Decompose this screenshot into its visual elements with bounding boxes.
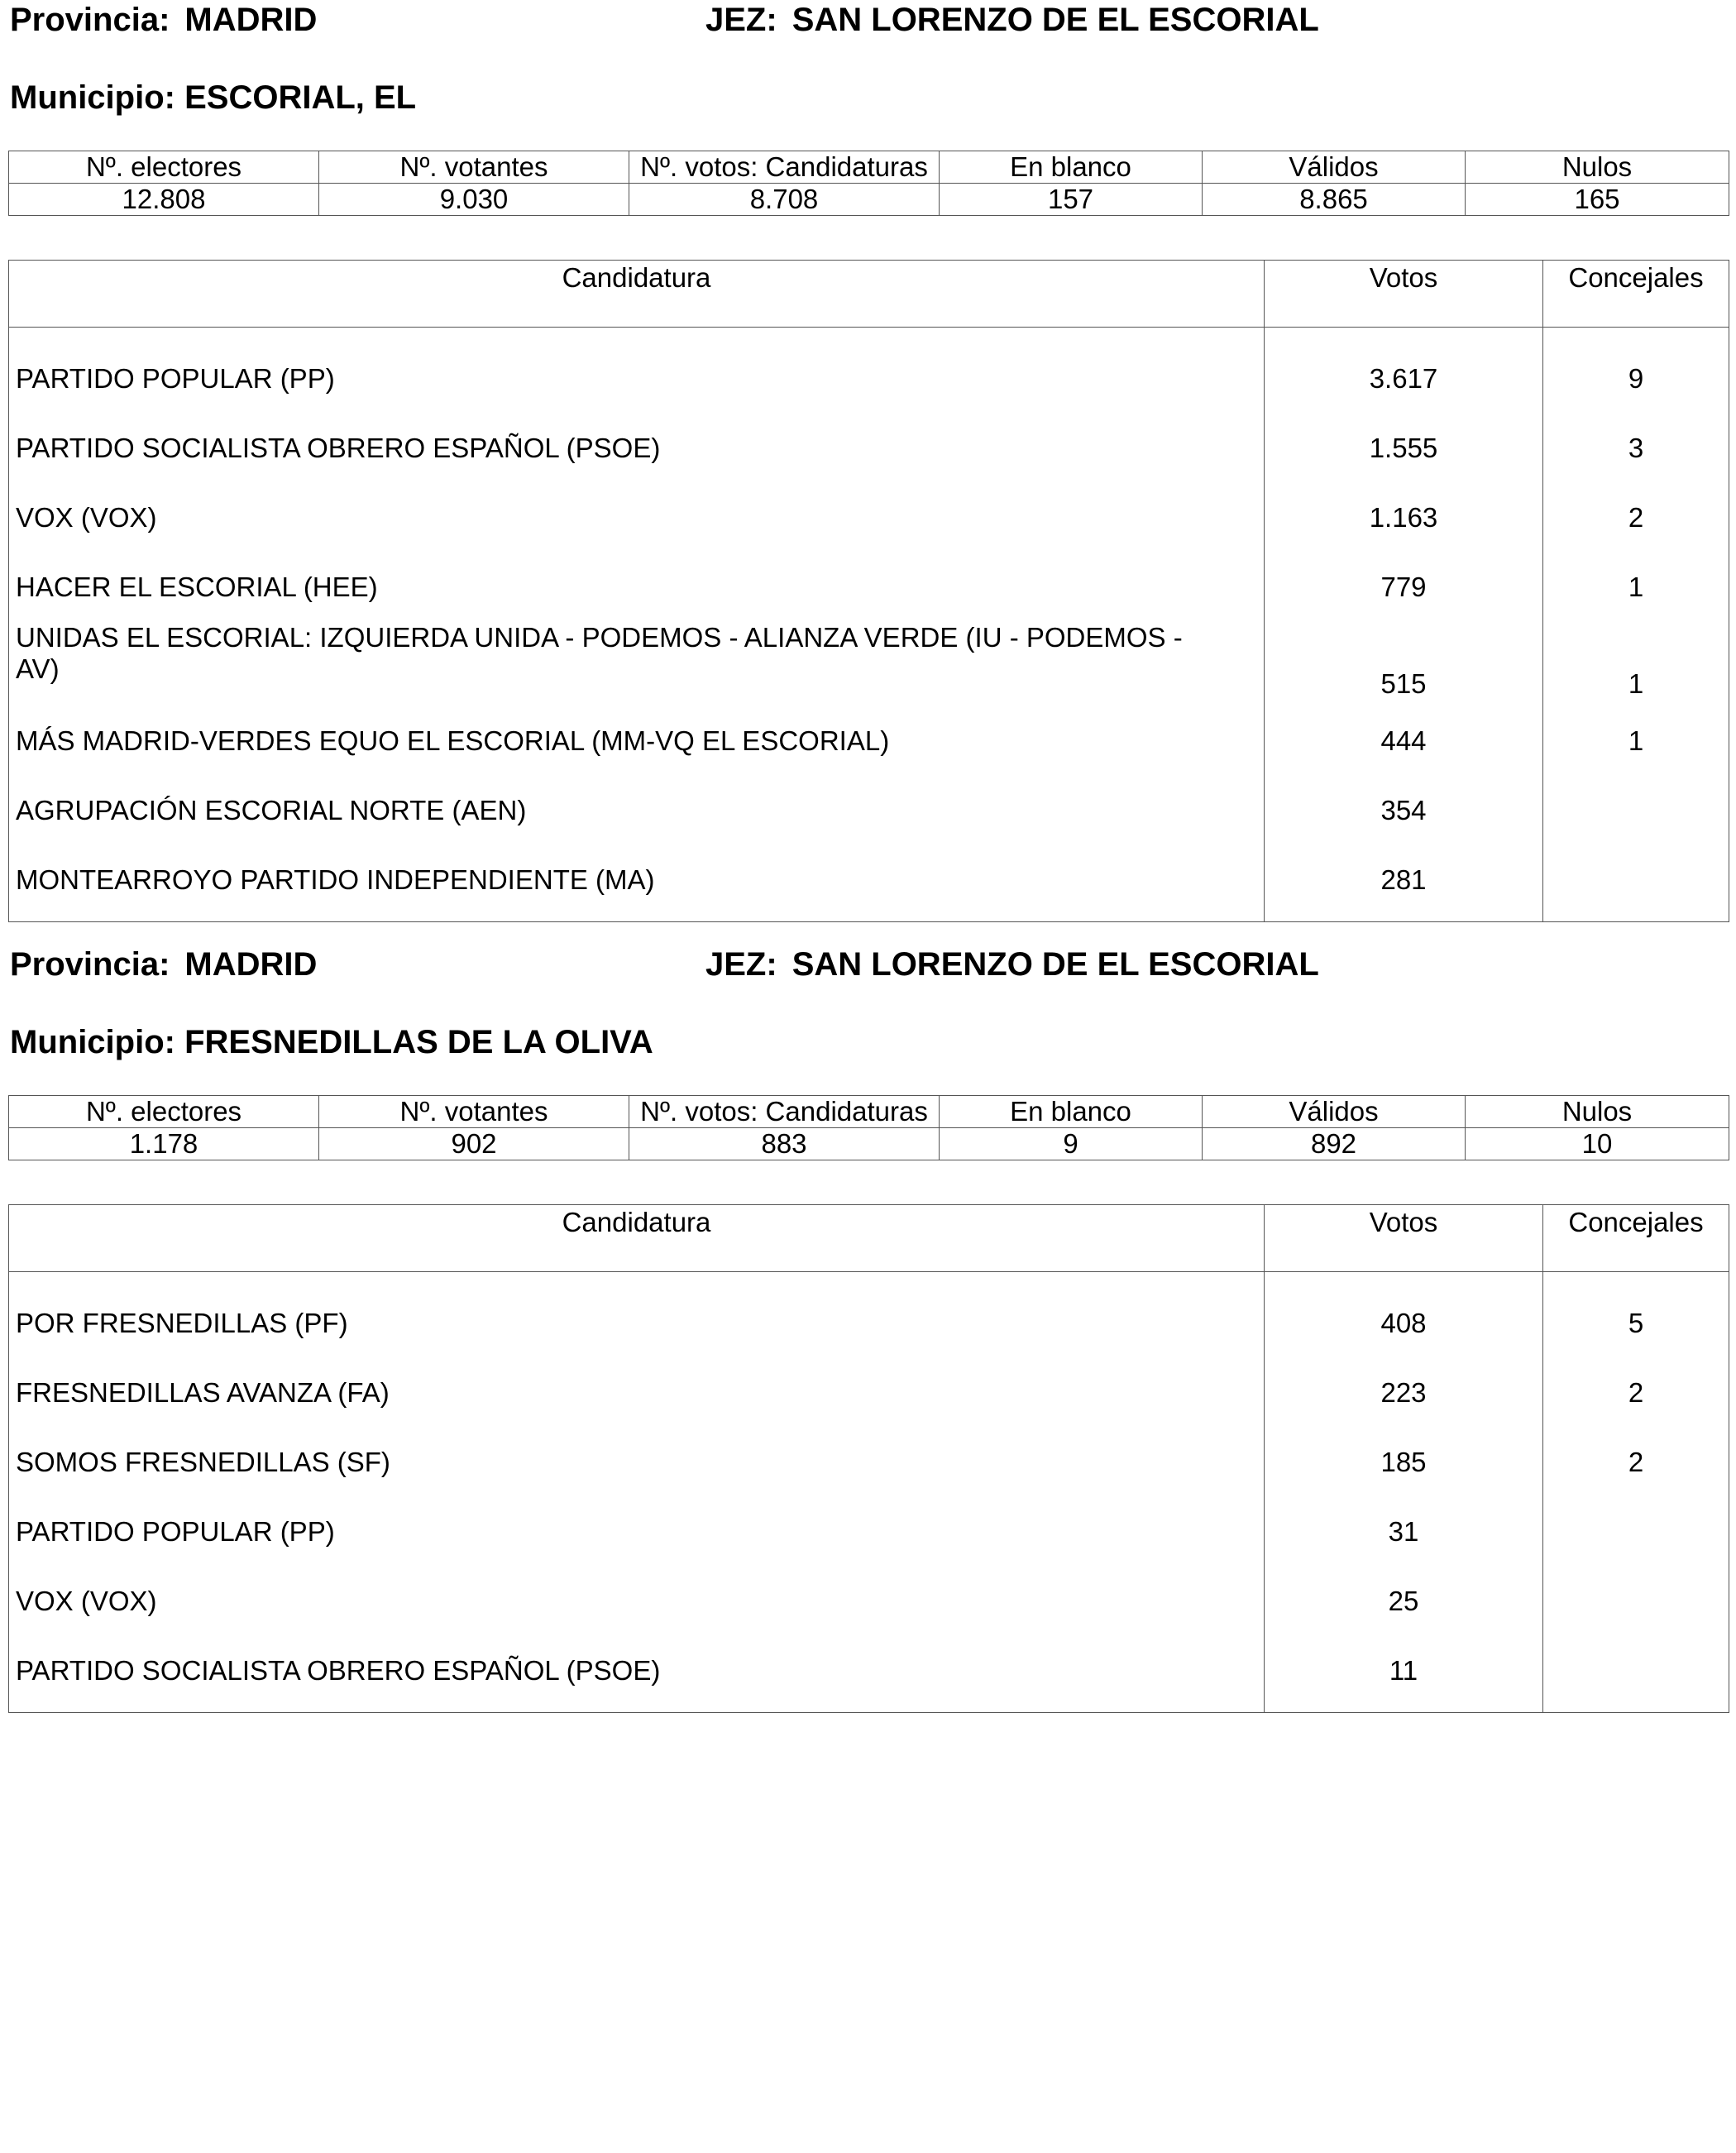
provincia-heading: Provincia: MADRID (10, 946, 318, 983)
candidatura-votos: 11 (1265, 1636, 1543, 1713)
candidatura-concejales: 9 (1543, 328, 1729, 414)
stats-value: 8.708 (629, 184, 940, 216)
jez-heading: JEZ: SAN LORENZO DE EL ESCORIAL (705, 946, 1319, 983)
candidaturas-header-row (9, 1205, 1729, 1272)
candidatura-concejales (1543, 845, 1729, 922)
stats-table (8, 1095, 1729, 1160)
stats-table (8, 151, 1729, 216)
table-row (9, 414, 1729, 483)
stats-header: Nulos (1466, 151, 1729, 184)
stats-header: Nº. votos: Candidaturas (629, 151, 940, 184)
stats-header: Nulos (1466, 1096, 1729, 1128)
table-row (9, 1636, 1729, 1713)
candidatura-votos: 444 (1265, 706, 1543, 776)
jez-heading: JEZ: SAN LORENZO DE EL ESCORIAL (705, 2, 1319, 38)
candidatura-concejales: 1 (1543, 706, 1729, 776)
candidatura-name: PARTIDO SOCIALISTA OBRERO ESPAÑOL (PSOE) (9, 1636, 1265, 1713)
candidatura-votos: 31 (1265, 1497, 1543, 1567)
candidatura-concejales (1543, 1497, 1729, 1567)
table-row (9, 328, 1729, 414)
candidatura-name: VOX (VOX) (9, 1567, 1265, 1636)
stats-value: 157 (940, 184, 1203, 216)
jez-value: SAN LORENZO DE EL ESCORIAL (791, 2, 1319, 38)
table-row (9, 1428, 1729, 1497)
candidatura-name: POR FRESNEDILLAS (PF) (9, 1272, 1265, 1359)
table-row (9, 622, 1729, 706)
stats-header-row (9, 151, 1729, 184)
table-row (9, 845, 1729, 922)
candidaturas-header-row (9, 261, 1729, 328)
table-row (9, 1567, 1729, 1636)
col-header-concejales: Concejales (1543, 261, 1729, 328)
candidatura-concejales (1543, 776, 1729, 845)
stats-value: 1.178 (9, 1128, 319, 1160)
candidatura-name: SOMOS FRESNEDILLAS (SF) (9, 1428, 1265, 1497)
candidatura-concejales: 2 (1543, 1428, 1729, 1497)
candidatura-votos: 515 (1265, 622, 1543, 706)
stats-header: En blanco (940, 151, 1203, 184)
col-header-candidatura: Candidatura (9, 1205, 1265, 1272)
candidatura-name: MÁS MADRID-VERDES EQUO EL ESCORIAL (MM-VQ EL ESCORIAL) (9, 706, 1265, 776)
candidatura-votos: 1.163 (1265, 483, 1543, 553)
candidatura-concejales (1543, 1636, 1729, 1713)
stats-value: 883 (629, 1128, 940, 1160)
candidatura-name: VOX (VOX) (9, 483, 1265, 553)
stats-header: En blanco (940, 1096, 1203, 1128)
stats-header: Nº. votos: Candidaturas (629, 1096, 940, 1128)
municipio-heading: Municipio: ESCORIAL, EL (10, 79, 417, 116)
provincia-value: MADRID (184, 2, 318, 38)
stats-value-row (9, 1128, 1729, 1160)
candidatura-votos: 1.555 (1265, 414, 1543, 483)
stats-value: 9.030 (319, 184, 629, 216)
stats-value: 8.865 (1203, 184, 1466, 216)
candidatura-name: MONTEARROYO PARTIDO INDEPENDIENTE (MA) (9, 845, 1265, 922)
table-row (9, 1272, 1729, 1359)
candidatura-votos: 779 (1265, 553, 1543, 622)
col-header-candidatura: Candidatura (9, 261, 1265, 328)
table-row (9, 706, 1729, 776)
stats-value: 892 (1203, 1128, 1466, 1160)
candidatura-concejales: 2 (1543, 483, 1729, 553)
municipio-value: FRESNEDILLAS DE LA OLIVA (184, 1024, 653, 1060)
col-header-votos: Votos (1265, 1205, 1543, 1272)
candidatura-name: HACER EL ESCORIAL (HEE) (9, 553, 1265, 622)
stats-header: Nº. electores (9, 1096, 319, 1128)
stats-header: Válidos (1203, 1096, 1466, 1128)
candidatura-name: FRESNEDILLAS AVANZA (FA) (9, 1358, 1265, 1428)
stats-value: 9 (940, 1128, 1203, 1160)
candidatura-concejales: 2 (1543, 1358, 1729, 1428)
candidatura-name: PARTIDO POPULAR (PP) (9, 328, 1265, 414)
provincia-value: MADRID (184, 946, 318, 983)
candidatura-name: PARTIDO SOCIALISTA OBRERO ESPAÑOL (PSOE) (9, 414, 1265, 483)
stats-header-row (9, 1096, 1729, 1128)
candidatura-votos: 281 (1265, 845, 1543, 922)
candidatura-concejales: 1 (1543, 622, 1729, 706)
candidaturas-table (8, 1204, 1729, 1713)
table-row (9, 483, 1729, 553)
stats-value: 165 (1466, 184, 1729, 216)
candidatura-concejales: 1 (1543, 553, 1729, 622)
candidatura-votos: 223 (1265, 1358, 1543, 1428)
col-header-concejales: Concejales (1543, 1205, 1729, 1272)
stats-value: 902 (319, 1128, 629, 1160)
candidatura-votos: 408 (1265, 1272, 1543, 1359)
jez-value: SAN LORENZO DE EL ESCORIAL (791, 946, 1319, 983)
candidatura-votos: 3.617 (1265, 328, 1543, 414)
table-row (9, 1358, 1729, 1428)
stats-value: 10 (1466, 1128, 1729, 1160)
candidatura-votos: 354 (1265, 776, 1543, 845)
table-row (9, 553, 1729, 622)
candidatura-concejales: 3 (1543, 414, 1729, 483)
stats-value-row (9, 184, 1729, 216)
candidatura-name: AGRUPACIÓN ESCORIAL NORTE (AEN) (9, 776, 1265, 845)
stats-header: Nº. electores (9, 151, 319, 184)
candidatura-concejales (1543, 1567, 1729, 1636)
stats-header: Válidos (1203, 151, 1466, 184)
candidatura-name: UNIDAS EL ESCORIAL: IZQUIERDA UNIDA - PODEMOS - ALIANZA VERDE (IU - PODEMOS - AV) (9, 622, 1265, 706)
municipio-heading: Municipio: FRESNEDILLAS DE LA OLIVA (10, 1024, 653, 1060)
stats-header: Nº. votantes (319, 151, 629, 184)
municipio-value: ESCORIAL, EL (184, 79, 417, 116)
candidatura-name: PARTIDO POPULAR (PP) (9, 1497, 1265, 1567)
stats-header: Nº. votantes (319, 1096, 629, 1128)
candidatura-concejales: 5 (1543, 1272, 1729, 1359)
table-row (9, 1497, 1729, 1567)
candidaturas-table (8, 260, 1729, 922)
candidatura-votos: 185 (1265, 1428, 1543, 1497)
table-row (9, 776, 1729, 845)
stats-value: 12.808 (9, 184, 319, 216)
col-header-votos: Votos (1265, 261, 1543, 328)
candidatura-votos: 25 (1265, 1567, 1543, 1636)
provincia-heading: Provincia: MADRID (10, 2, 318, 38)
